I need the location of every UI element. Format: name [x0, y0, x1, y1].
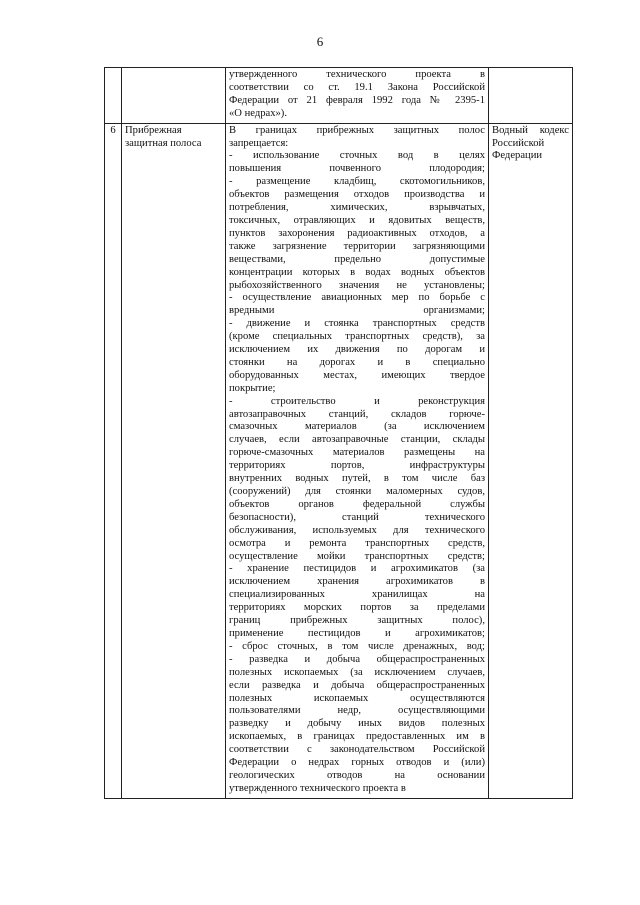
requirement-line: также загрязнение территории загрязняющими — [229, 240, 485, 252]
table-row — [105, 123, 573, 798]
requirement-line: утвержденного технического проекта в — [229, 69, 485, 80]
requirement-cell — [226, 68, 489, 124]
requirement-line: смазочных материалов (за исключением — [229, 421, 485, 433]
requirement-line: В границах прибрежных защитных полос — [229, 124, 485, 136]
requirement-line: пунктов захоронения радиоактивных отходов, а — [229, 227, 485, 239]
requirement-cell — [226, 123, 489, 798]
requirement-line: горюче-смазочных материалов размещены на — [229, 447, 485, 459]
requirement-line: применение пестицидов и агрохимикатов; — [229, 627, 485, 639]
requirement-line: рыбохозяйственного значения не установлены; — [229, 279, 485, 291]
requirement-line: территориях портов, инфраструктуры — [229, 460, 485, 472]
requirement-line: геологических отводов на основании — [229, 769, 485, 781]
requirement-line: если разведка и добыча общераспространенных — [229, 679, 485, 691]
table-row — [105, 68, 573, 124]
requirement-line: - сброс сточных, в том числе дренажных, вод; — [229, 640, 485, 652]
requirement-line: осуществление мойки транспортных средств; — [229, 550, 485, 562]
requirement-line: покрытие; — [229, 382, 276, 394]
requirement-line: - движение и стоянка транспортных средств — [229, 318, 485, 330]
requirement-line: - использование сточных вод в целях — [229, 150, 485, 162]
requirement-line: границ прибрежных защитных полос), — [229, 615, 485, 627]
requirement-line: исключением их движения по дорогам и — [229, 344, 485, 356]
requirement-line: обслуживания, используемых для технического — [229, 524, 485, 536]
requirement-line: концентрации которых в водах водных объектов — [229, 266, 485, 278]
regulation-table — [104, 67, 573, 799]
requirement-line: исключением хранения агрохимикатов в — [229, 576, 485, 588]
requirement-line: - осуществление авиационных мер по борьбе с — [229, 292, 485, 304]
requirement-line: (сооружений) для стоянки маломерных судов, — [229, 486, 485, 497]
legal-source-cell: Водный кодекс Российской Федерации — [489, 123, 573, 798]
table-body — [105, 68, 573, 799]
requirement-line: случаев, если автозаправочные станции, склады — [229, 434, 485, 446]
requirement-line: повышения почвенного плодородия; — [229, 163, 485, 175]
row-number-cell: 6 — [105, 123, 122, 798]
requirement-line: потребления, химических, взрывчатых, — [229, 202, 485, 214]
requirement-line: объектов органов федеральной службы — [229, 498, 485, 510]
requirement-line: - размещение кладбищ, скотомогильников, — [229, 176, 485, 188]
object-name-cell: Прибрежная защитная полоса — [122, 123, 226, 798]
legal-source-cell — [489, 68, 573, 124]
requirement-line: объектов размещения отходов производства и — [229, 189, 485, 201]
requirement-line: (кроме специальных транспортных средств), за — [229, 331, 485, 343]
requirement-line: Федерации о недрах горных отводов и (или) — [229, 757, 485, 769]
requirement-line: пользователями недр, осуществляющими — [229, 705, 485, 717]
requirement-line: автозаправочных станций, складов горюче- — [229, 408, 485, 420]
requirement-line: - разведка и добыча общераспространенных — [229, 653, 485, 665]
requirement-line: запрещается: — [229, 137, 289, 149]
requirement-line: полезных ископаемых (за исключением случаев, — [229, 666, 485, 678]
requirement-line: - хранение пестицидов и агрохимикатов (за — [229, 563, 485, 575]
row-number-cell — [105, 68, 122, 124]
requirement-line: утвержденного технического проекта в — [229, 782, 406, 794]
requirement-line: - строительство и реконструкция — [229, 395, 485, 407]
requirement-line: специализированных хранилищах на — [229, 589, 485, 601]
requirement-line: токсичных, отравляющих и ядовитых веществ, — [229, 214, 485, 226]
requirement-line: соответствии с законодательством Российской — [229, 744, 485, 756]
requirement-line: разведку и добычу иных видов полезных — [229, 718, 485, 730]
requirement-line: вредными организмами; — [229, 305, 485, 317]
requirement-line: оборудованных местах, имеющих твердое — [229, 369, 485, 381]
requirement-line: безопасности), станций технического — [229, 511, 485, 523]
requirement-line: «О недрах»). — [229, 107, 287, 119]
page-number: 6 — [316, 34, 324, 49]
requirement-line: ископаемых, в границах предоставленных им в — [229, 731, 485, 743]
requirement-line: веществами, предельно допустимые — [229, 253, 485, 265]
requirement-line: внутренних водных путей, в том числе баз — [229, 473, 485, 485]
requirement-line: соответствии со ст. 19.1 Закона Российской — [229, 81, 485, 93]
requirement-line: полезных ископаемых осуществляются — [229, 692, 485, 704]
requirement-line: стоянки на дорогах и в специально — [229, 356, 485, 368]
object-name-cell — [122, 68, 226, 124]
requirement-line: осмотра и ремонта транспортных средств, — [229, 537, 485, 549]
requirement-line: Федерации от 21 февраля 1992 года № 2395-1 — [229, 94, 485, 106]
requirement-line: территориях морских портов за пределами — [229, 602, 485, 614]
